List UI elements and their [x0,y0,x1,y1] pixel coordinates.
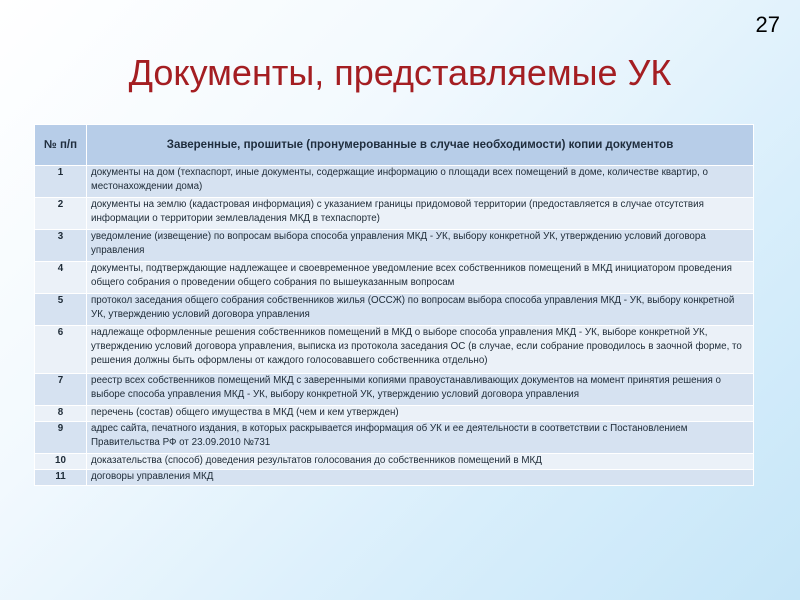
row-number: 11 [35,470,87,486]
row-text: перечень (состав) общего имущества в МКД (чем и кем утвержден) [87,406,754,422]
row-text: договоры управления МКД [87,470,754,486]
table-row [35,454,754,470]
table-row [35,294,754,326]
row-number: 7 [35,374,87,406]
row-text: доказательства (способ) доведения результатов голосования до собственников помещений в МКД [87,454,754,470]
row-number: 1 [35,166,87,198]
row-number: 9 [35,422,87,454]
table-row [35,406,754,422]
row-number: 2 [35,198,87,230]
table-row [35,198,754,230]
row-text: адрес сайта, печатного издания, в которых раскрывается информация об УК и ее деятельности в соответствии с Постановлением Правительства РФ от 23.09.2010 №731 [87,422,754,454]
table-header-row [35,125,754,166]
row-text: уведомление (извещение) по вопросам выбора способа управления МКД - УК, выбору конкретной УК, утверждению условий договора управления [87,230,754,262]
header-documents: Заверенные, прошитые (пронумерованные в случае необходимости) копии документов [87,125,754,166]
documents-table [34,124,754,486]
row-text: надлежаще оформленные решения собственников помещений в МКД о выборе способа управления МКД - УК, выборе конкретной УК, утверждению условий договора управления, выписка из протокола заседания ОС (в случае, если собрание проводилось в заочной форме, то решения должны быть оформлены от каждого голосовавшего собственника отдельно) [87,326,754,374]
page-title: Документы, представляемые УК [128,52,672,93]
table-row [35,230,754,262]
row-text: протокол заседания общего собрания собственников жилья (ОССЖ) по вопросам выбора способа управления МКД - УК, выбору конкретной УК, утверждению условий договора управления [87,294,754,326]
table-row [35,326,754,374]
row-text: документы, подтверждающие надлежащее и своевременное уведомление всех собственников помещений в МКД инициатором проведения общего собрания о проведении общего собрания по вышеуказанным вопросам [87,262,754,294]
table-row [35,166,754,198]
page-number: 27 [755,12,780,37]
table-row [35,374,754,406]
row-text: реестр всех собственников помещений МКД с заверенными копиями правоустанавливающих документов на момент принятия решения о выборе способа управления МКД - УК, выбору конкретной УК, утверждению условий договора управления [87,374,754,406]
row-number: 4 [35,262,87,294]
row-number: 8 [35,406,87,422]
row-text: документы на дом (техпаспорт, иные документы, содержащие информацию о площади всех помещений в доме, количестве квартир, о местонахождении дома) [87,166,754,198]
header-number: № п/п [35,125,87,166]
row-number: 3 [35,230,87,262]
table-row [35,422,754,454]
table-row [35,470,754,486]
row-number: 5 [35,294,87,326]
row-number: 10 [35,454,87,470]
table-row [35,262,754,294]
row-text: документы на землю (кадастровая информация) с указанием границы придомовой территории (предоставляется в случае отсутствия информации о территории землевладения МКД в техпаспорте) [87,198,754,230]
row-number: 6 [35,326,87,374]
